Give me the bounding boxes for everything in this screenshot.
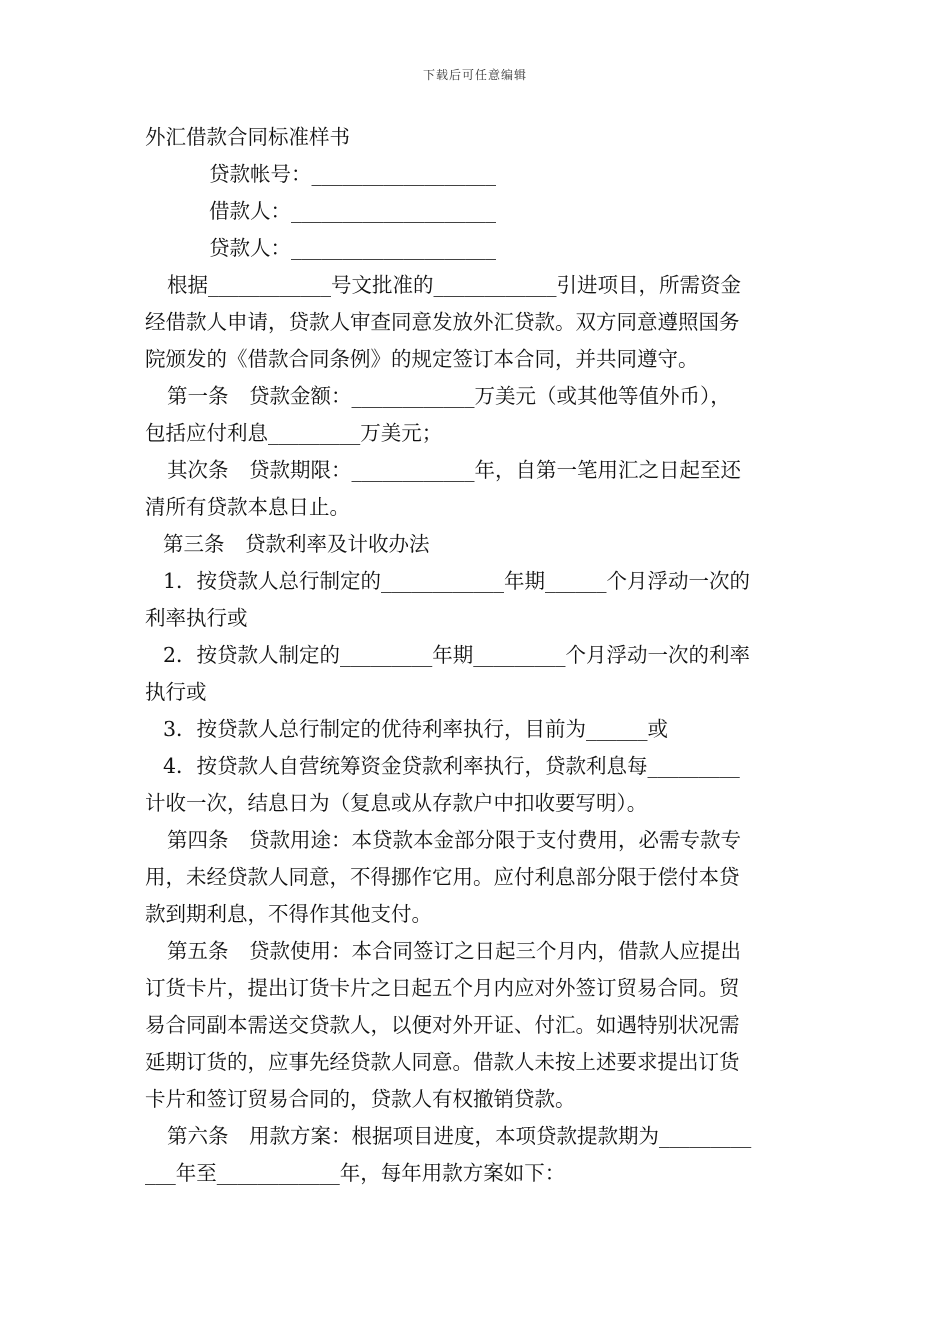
document-title: 外汇借款合同标准样书 <box>145 125 350 149</box>
paragraph-line: 用，未经贷款人同意，不得挪作它用。应付利息部分限于偿付本贷 <box>145 865 740 889</box>
loan-account-field: 贷款帐号：__________________ <box>209 162 496 186</box>
paragraph-line: 4．按贷款人自营统筹资金贷款利率执行，贷款利息每_________ <box>163 754 740 778</box>
clause-4-paragraph <box>145 748 810 822</box>
paragraph-line: 延期订货的，应事先经贷款人同意。借款人未按上述要求提出订货 <box>145 1050 740 1074</box>
paragraph-line: 包括应付利息_________万美元； <box>145 421 443 445</box>
article-2-paragraph <box>145 452 810 526</box>
page-header-note: 下载后可任意编辑 <box>422 68 527 82</box>
article-1-paragraph <box>145 378 810 452</box>
paragraph-line: ___年至____________年，每年用款方案如下： <box>145 1161 566 1185</box>
contract-body <box>145 119 810 1192</box>
paragraph-line: 经借款人申请，贷款人审查同意发放外汇贷款。双方同意遵照国务 <box>145 310 740 334</box>
paragraph-line: 计收一次，结息日为（复息或从存款户中扣收要写明）。 <box>145 791 648 815</box>
paragraph-line: 执行或 <box>145 680 207 704</box>
borrower-field: 借款人：____________________ <box>209 199 496 223</box>
paragraph-line: 利率执行或 <box>145 606 248 630</box>
article-4-paragraph <box>145 822 810 933</box>
article-3-paragraph <box>145 526 810 563</box>
clause-3-paragraph <box>145 711 810 748</box>
article-5-paragraph <box>145 933 810 1118</box>
article-6-paragraph <box>145 1118 810 1192</box>
paragraph-line: 根据____________号文批准的____________引进项目，所需资金 <box>167 273 741 297</box>
preamble-paragraph <box>145 267 810 378</box>
lender-field: 贷款人：____________________ <box>209 236 496 260</box>
paragraph-line: 第四条 贷款用途：本贷款本金部分限于支付费用，必需专款专 <box>167 828 741 852</box>
paragraph-line: 第三条 贷款利率及计收办法 <box>163 532 430 556</box>
paragraph-line: 3．按贷款人总行制定的优待利率执行，目前为______或 <box>163 717 669 741</box>
paragraph-line: 第六条 用款方案：根据项目进度，本项贷款提款期为_________ <box>167 1124 752 1148</box>
paragraph-line: 订货卡片，提出订货卡片之日起五个月内应对外签订贸易合同。贸 <box>145 976 740 1000</box>
paragraph-line: 2．按贷款人制定的_________年期_________个月浮动一次的利率 <box>163 643 751 667</box>
paragraph-line: 款到期利息，不得作其他支付。 <box>145 902 432 926</box>
paragraph-line: 卡片和签订贸易合同的，贷款人有权撤销贷款。 <box>145 1087 576 1111</box>
paragraph-line: 1．按贷款人总行制定的____________年期______个月浮动一次的 <box>163 569 751 593</box>
paragraph-line: 第五条 贷款使用：本合同签订之日起三个月内，借款人应提出 <box>167 939 741 963</box>
clause-1-paragraph <box>145 563 810 637</box>
paragraph-line: 清所有贷款本息日止。 <box>145 495 350 519</box>
paragraph-line: 易合同副本需送交贷款人，以便对外开证、付汇。如遇特别状况需 <box>145 1013 740 1037</box>
paragraph-line: 第一条 贷款金额：____________万美元（或其他等值外币）， <box>167 384 731 408</box>
clause-2-paragraph <box>145 637 810 711</box>
paragraph-line: 其次条 贷款期限：____________年，自第一笔用汇之日起至还 <box>167 458 741 482</box>
paragraph-line: 院颁发的《借款合同条例》的规定签订本合同，并共同遵守。 <box>145 347 699 371</box>
